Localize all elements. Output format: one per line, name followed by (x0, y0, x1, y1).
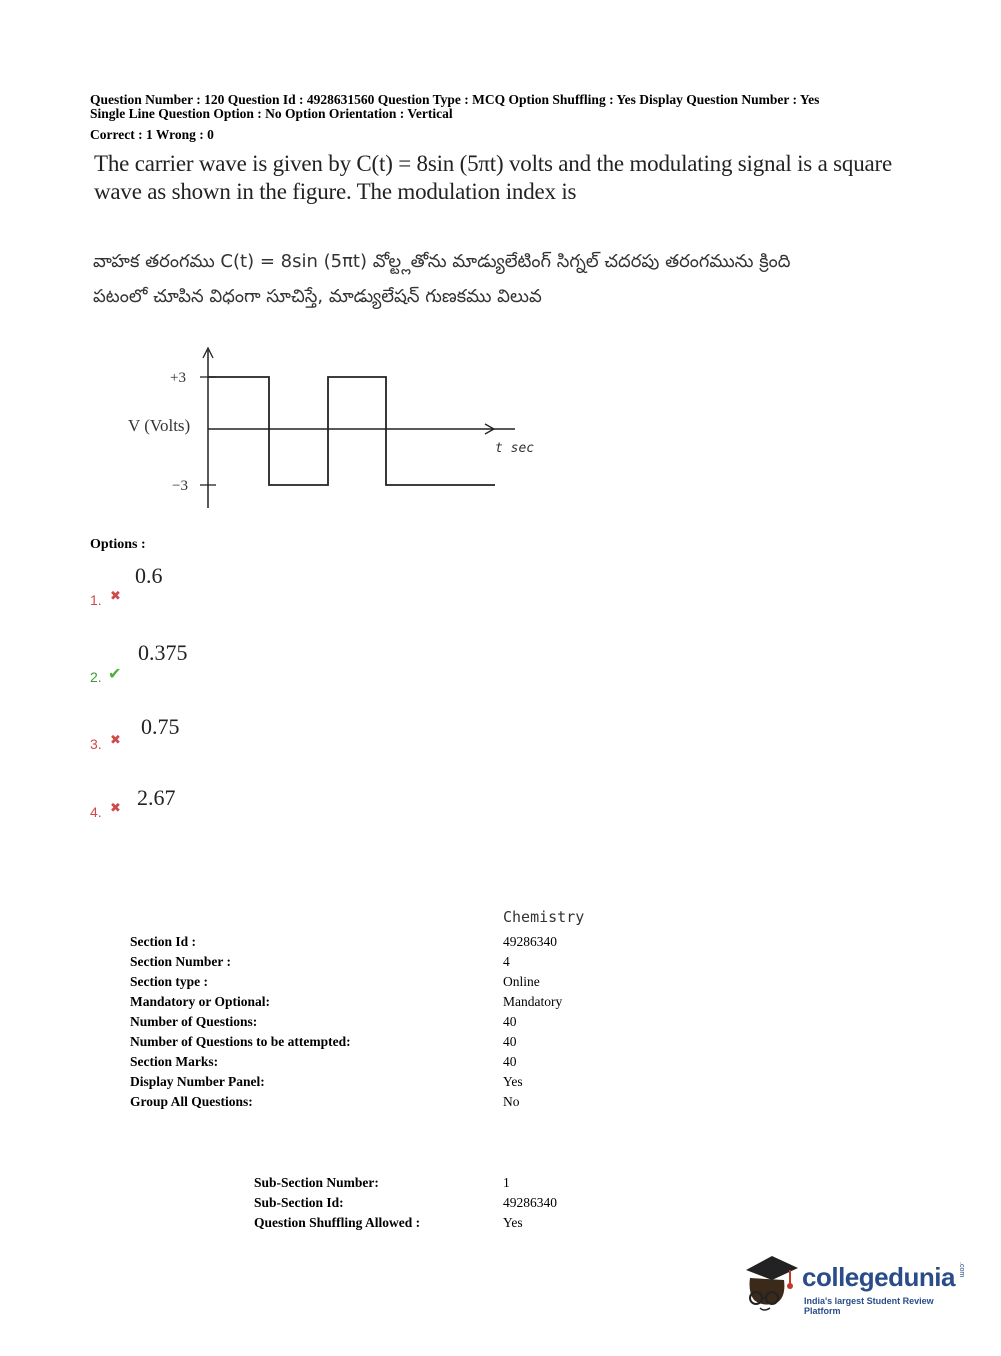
section-row-value: Yes (503, 1074, 523, 1089)
question-en-line1: The carrier wave is given by C(t) = 8sin (5πt) volts and the modulating signal is a square (94, 151, 892, 176)
label-y-axis: V (Volts) (128, 416, 191, 435)
question-te-line1: వాహక తరంగము C(t) = 8sin (5πt) వోల్ట్లతోను మాడ్యులేటింగ్ సిగ్నల్ చదరపు తరంగమును క్రింది (93, 251, 791, 272)
logo-suffix: .com (958, 1262, 965, 1278)
label-minus3: −3 (172, 478, 188, 494)
wrong-mark-icon: ✖ (110, 589, 121, 604)
subsection-row-value: Yes (503, 1215, 523, 1230)
question-text-telugu (93, 244, 791, 314)
option-value: 0.6 (135, 563, 163, 588)
label-x-axis: t sec (495, 441, 535, 456)
collegedunia-logo[interactable] (742, 1248, 972, 1318)
section-row-label: Group All Questions: (130, 1094, 253, 1109)
option-number: 1. (90, 592, 102, 608)
section-row-label: Section type : (130, 974, 208, 989)
section-row-label: Section Id : (130, 934, 197, 949)
option-number: 2. (90, 669, 102, 685)
section-row-value: Online (503, 974, 540, 989)
wrong-mark-icon: ✖ (110, 733, 121, 748)
subsection-row-label: Question Shuffling Allowed : (254, 1215, 421, 1230)
logo-name: collegedunia (802, 1262, 955, 1292)
section-row-value: 49286340 (503, 934, 557, 949)
subsection-row-value: 49286340 (503, 1195, 557, 1210)
option-value: 2.67 (137, 785, 176, 810)
subsection-row-label: Sub-Section Number: (254, 1175, 379, 1190)
check-mark-icon: ✔ (108, 664, 122, 683)
section-title: Chemistry (503, 908, 585, 926)
square-wave (208, 377, 495, 485)
mascot-icon (742, 1252, 800, 1314)
section-row-label: Section Marks: (130, 1054, 219, 1069)
question-en-line2: wave as shown in the figure. The modulation index is (94, 179, 577, 204)
option-value: 0.375 (138, 640, 188, 665)
section-row-value: Mandatory (503, 994, 563, 1009)
options-label: Options : (90, 537, 146, 552)
label-plus3: +3 (170, 370, 186, 386)
subsection-row-value: 1 (503, 1175, 510, 1190)
section-row-label: Number of Questions to be attempted: (130, 1034, 351, 1049)
question-te-line2: పటంలో చూపిన విధంగా సూచిస్తే, మాడ్యులేషన్ గుణకము విలువ (93, 286, 542, 307)
section-row-value: 4 (503, 954, 510, 969)
section-row-label: Section Number : (130, 954, 231, 969)
subsection-row-label: Sub-Section Id: (254, 1195, 344, 1210)
option-number: 3. (90, 736, 102, 752)
square-wave-figure (120, 340, 540, 515)
section-row-label: Display Number Panel: (130, 1074, 265, 1089)
section-row-value: No (503, 1094, 520, 1109)
option-value: 0.75 (141, 714, 180, 739)
logo-tagline: India's largest Student Review Platform (804, 1296, 934, 1316)
wrong-mark-icon: ✖ (110, 801, 121, 816)
question-score: Correct : 1 Wrong : 0 (90, 127, 214, 142)
question-meta-line1: Question Number : 120 Question Id : 4928631560 Question Type : MCQ Option Shuffling : Yes Display Question Number : Yes (90, 92, 820, 107)
section-row-value: 40 (503, 1034, 517, 1049)
section-row-value: 40 (503, 1054, 517, 1069)
section-row-label: Number of Questions: (130, 1014, 258, 1029)
section-row-value: 40 (503, 1014, 517, 1029)
question-meta-line2: Single Line Question Option : No Option Orientation : Vertical (90, 106, 453, 121)
section-row-label: Mandatory or Optional: (130, 994, 271, 1009)
question-text-english (94, 150, 892, 206)
option-number: 4. (90, 804, 102, 820)
